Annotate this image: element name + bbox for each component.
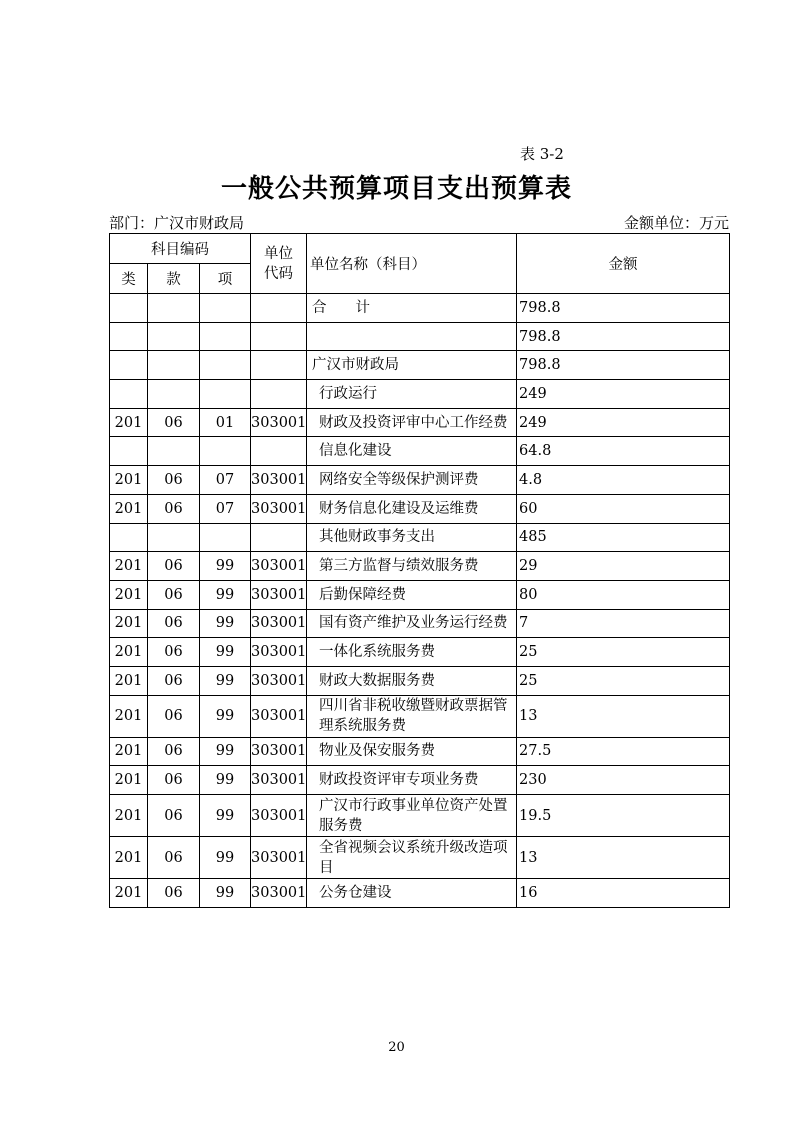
cell-kuan — [148, 523, 200, 552]
cell-amount: 485 — [517, 523, 730, 552]
cell-amount: 230 — [517, 766, 730, 795]
cell-lei — [110, 380, 148, 409]
cell-unit-name: 行政运行 — [307, 380, 517, 409]
cell-unit-code: 303001 — [251, 494, 307, 523]
cell-lei: 201 — [110, 737, 148, 766]
table-row — [110, 494, 730, 523]
cell-unit-code — [251, 322, 307, 351]
page-title: 一般公共预算项目支出预算表 — [220, 174, 572, 204]
table-row — [110, 523, 730, 552]
cell-xiang — [200, 437, 251, 466]
cell-lei: 201 — [110, 879, 148, 908]
cell-unit-code: 303001 — [251, 552, 307, 581]
cell-unit-name: 财政大数据服务费 — [307, 666, 517, 695]
cell-kuan — [148, 437, 200, 466]
cell-lei: 201 — [110, 494, 148, 523]
header-xiang: 项 — [200, 264, 251, 294]
cell-xiang: 99 — [200, 638, 251, 667]
cell-amount: 7 — [517, 609, 730, 638]
cell-xiang — [200, 523, 251, 552]
cell-lei — [110, 437, 148, 466]
cell-kuan: 06 — [148, 638, 200, 667]
cell-unit-name: 其他财政事务支出 — [307, 523, 517, 552]
table-row — [110, 408, 730, 437]
cell-amount: 64.8 — [517, 437, 730, 466]
cell-kuan: 06 — [148, 879, 200, 908]
cell-unit-code: 303001 — [251, 766, 307, 795]
cell-amount: 798.8 — [517, 294, 730, 323]
header-kuan: 款 — [148, 264, 200, 294]
table-row — [110, 609, 730, 638]
cell-unit-code: 303001 — [251, 737, 307, 766]
cell-xiang: 99 — [200, 609, 251, 638]
table-row — [110, 580, 730, 609]
cell-lei — [110, 322, 148, 351]
table-row — [110, 322, 730, 351]
cell-xiang: 99 — [200, 737, 251, 766]
cell-unit-name: 全省视频会议系统升级改造项目 — [307, 837, 517, 879]
cell-xiang: 99 — [200, 666, 251, 695]
cell-unit-code: 303001 — [251, 879, 307, 908]
header-unit-code — [251, 234, 307, 294]
cell-xiang — [200, 322, 251, 351]
cell-lei — [110, 351, 148, 380]
table-row — [110, 437, 730, 466]
cell-amount: 249 — [517, 408, 730, 437]
cell-unit-name: 广汉市财政局 — [307, 351, 517, 380]
cell-lei — [110, 294, 148, 323]
cell-unit-name: 一体化系统服务费 — [307, 638, 517, 667]
cell-amount: 25 — [517, 638, 730, 667]
cell-xiang: 01 — [200, 408, 251, 437]
cell-amount: 13 — [517, 837, 730, 879]
cell-unit-name: 信息化建设 — [307, 437, 517, 466]
cell-lei: 201 — [110, 552, 148, 581]
cell-amount: 798.8 — [517, 322, 730, 351]
cell-unit-code: 303001 — [251, 666, 307, 695]
cell-lei: 201 — [110, 695, 148, 737]
cell-amount: 16 — [517, 879, 730, 908]
amount-unit-label: 金额单位：万元 — [623, 214, 729, 232]
cell-unit-code: 303001 — [251, 408, 307, 437]
cell-lei: 201 — [110, 837, 148, 879]
cell-unit-code: 303001 — [251, 638, 307, 667]
cell-amount: 13 — [517, 695, 730, 737]
cell-unit-name — [307, 322, 517, 351]
cell-lei: 201 — [110, 666, 148, 695]
cell-unit-name: 后勤保障经费 — [307, 580, 517, 609]
table-row — [110, 552, 730, 581]
table-row — [110, 766, 730, 795]
cell-kuan — [148, 294, 200, 323]
header-unit-name: 单位名称（科目） — [307, 234, 517, 294]
table-row — [110, 795, 730, 837]
table-body — [110, 294, 730, 908]
cell-amount: 27.5 — [517, 737, 730, 766]
cell-lei: 201 — [110, 795, 148, 837]
cell-unit-code — [251, 351, 307, 380]
cell-kuan — [148, 322, 200, 351]
header-amount: 金额 — [517, 234, 730, 294]
table-row — [110, 638, 730, 667]
cell-xiang — [200, 294, 251, 323]
cell-kuan: 06 — [148, 494, 200, 523]
cell-amount: 798.8 — [517, 351, 730, 380]
table-row — [110, 879, 730, 908]
cell-xiang: 07 — [200, 466, 251, 495]
cell-kuan: 06 — [148, 766, 200, 795]
table-row — [110, 351, 730, 380]
cell-kuan: 06 — [148, 737, 200, 766]
header-subject-code: 科目编码 — [110, 234, 251, 264]
table-row — [110, 294, 730, 323]
cell-unit-code — [251, 437, 307, 466]
cell-lei: 201 — [110, 466, 148, 495]
cell-xiang — [200, 351, 251, 380]
cell-kuan: 06 — [148, 695, 200, 737]
cell-xiang: 99 — [200, 766, 251, 795]
cell-lei: 201 — [110, 638, 148, 667]
cell-unit-name: 财政投资评审专项业务费 — [307, 766, 517, 795]
cell-amount: 60 — [517, 494, 730, 523]
cell-lei — [110, 523, 148, 552]
cell-unit-name: 财政及投资评审中心工作经费 — [307, 408, 517, 437]
table-row — [110, 695, 730, 737]
cell-xiang: 99 — [200, 837, 251, 879]
cell-unit-code: 303001 — [251, 695, 307, 737]
cell-kuan: 06 — [148, 580, 200, 609]
cell-unit-code — [251, 380, 307, 409]
page-number: 20 — [388, 1040, 405, 1055]
department-label: 部门：广汉市财政局 — [109, 214, 245, 232]
cell-lei: 201 — [110, 766, 148, 795]
cell-xiang: 99 — [200, 695, 251, 737]
header-lei: 类 — [110, 264, 148, 294]
cell-unit-name: 广汉市行政事业单位资产处置服务费 — [307, 795, 517, 837]
cell-unit-code — [251, 294, 307, 323]
cell-xiang: 99 — [200, 795, 251, 837]
table-number: 表 3-2 — [520, 145, 564, 163]
cell-unit-code: 303001 — [251, 609, 307, 638]
cell-xiang: 07 — [200, 494, 251, 523]
cell-unit-name: 网络安全等级保护测评费 — [307, 466, 517, 495]
cell-kuan: 06 — [148, 408, 200, 437]
cell-lei: 201 — [110, 408, 148, 437]
cell-xiang: 99 — [200, 879, 251, 908]
header-unit-code-text: 单位代码 — [264, 245, 294, 282]
cell-amount: 80 — [517, 580, 730, 609]
cell-kuan: 06 — [148, 552, 200, 581]
cell-amount: 249 — [517, 380, 730, 409]
cell-kuan — [148, 351, 200, 380]
cell-lei: 201 — [110, 609, 148, 638]
cell-kuan: 06 — [148, 795, 200, 837]
cell-amount: 19.5 — [517, 795, 730, 837]
cell-unit-code — [251, 523, 307, 552]
cell-unit-name: 财务信息化建设及运维费 — [307, 494, 517, 523]
table-row — [110, 380, 730, 409]
table-row — [110, 737, 730, 766]
cell-amount: 4.8 — [517, 466, 730, 495]
cell-kuan — [148, 380, 200, 409]
cell-xiang: 99 — [200, 580, 251, 609]
cell-unit-code: 303001 — [251, 837, 307, 879]
cell-unit-code: 303001 — [251, 795, 307, 837]
table-row — [110, 666, 730, 695]
cell-kuan: 06 — [148, 609, 200, 638]
table-row — [110, 837, 730, 879]
cell-unit-code: 303001 — [251, 466, 307, 495]
cell-unit-name: 合 计 — [307, 294, 517, 323]
cell-lei: 201 — [110, 580, 148, 609]
cell-kuan: 06 — [148, 666, 200, 695]
cell-unit-name: 物业及保安服务费 — [307, 737, 517, 766]
cell-kuan: 06 — [148, 466, 200, 495]
cell-xiang: 99 — [200, 552, 251, 581]
cell-unit-name: 国有资产维护及业务运行经费 — [307, 609, 517, 638]
table-row — [110, 466, 730, 495]
cell-unit-code: 303001 — [251, 580, 307, 609]
cell-unit-name: 第三方监督与绩效服务费 — [307, 552, 517, 581]
cell-unit-name: 四川省非税收缴暨财政票据管理系统服务费 — [307, 695, 517, 737]
cell-amount: 25 — [517, 666, 730, 695]
cell-unit-name: 公务仓建设 — [307, 879, 517, 908]
cell-xiang — [200, 380, 251, 409]
cell-amount: 29 — [517, 552, 730, 581]
cell-kuan: 06 — [148, 837, 200, 879]
budget-table — [109, 233, 730, 908]
